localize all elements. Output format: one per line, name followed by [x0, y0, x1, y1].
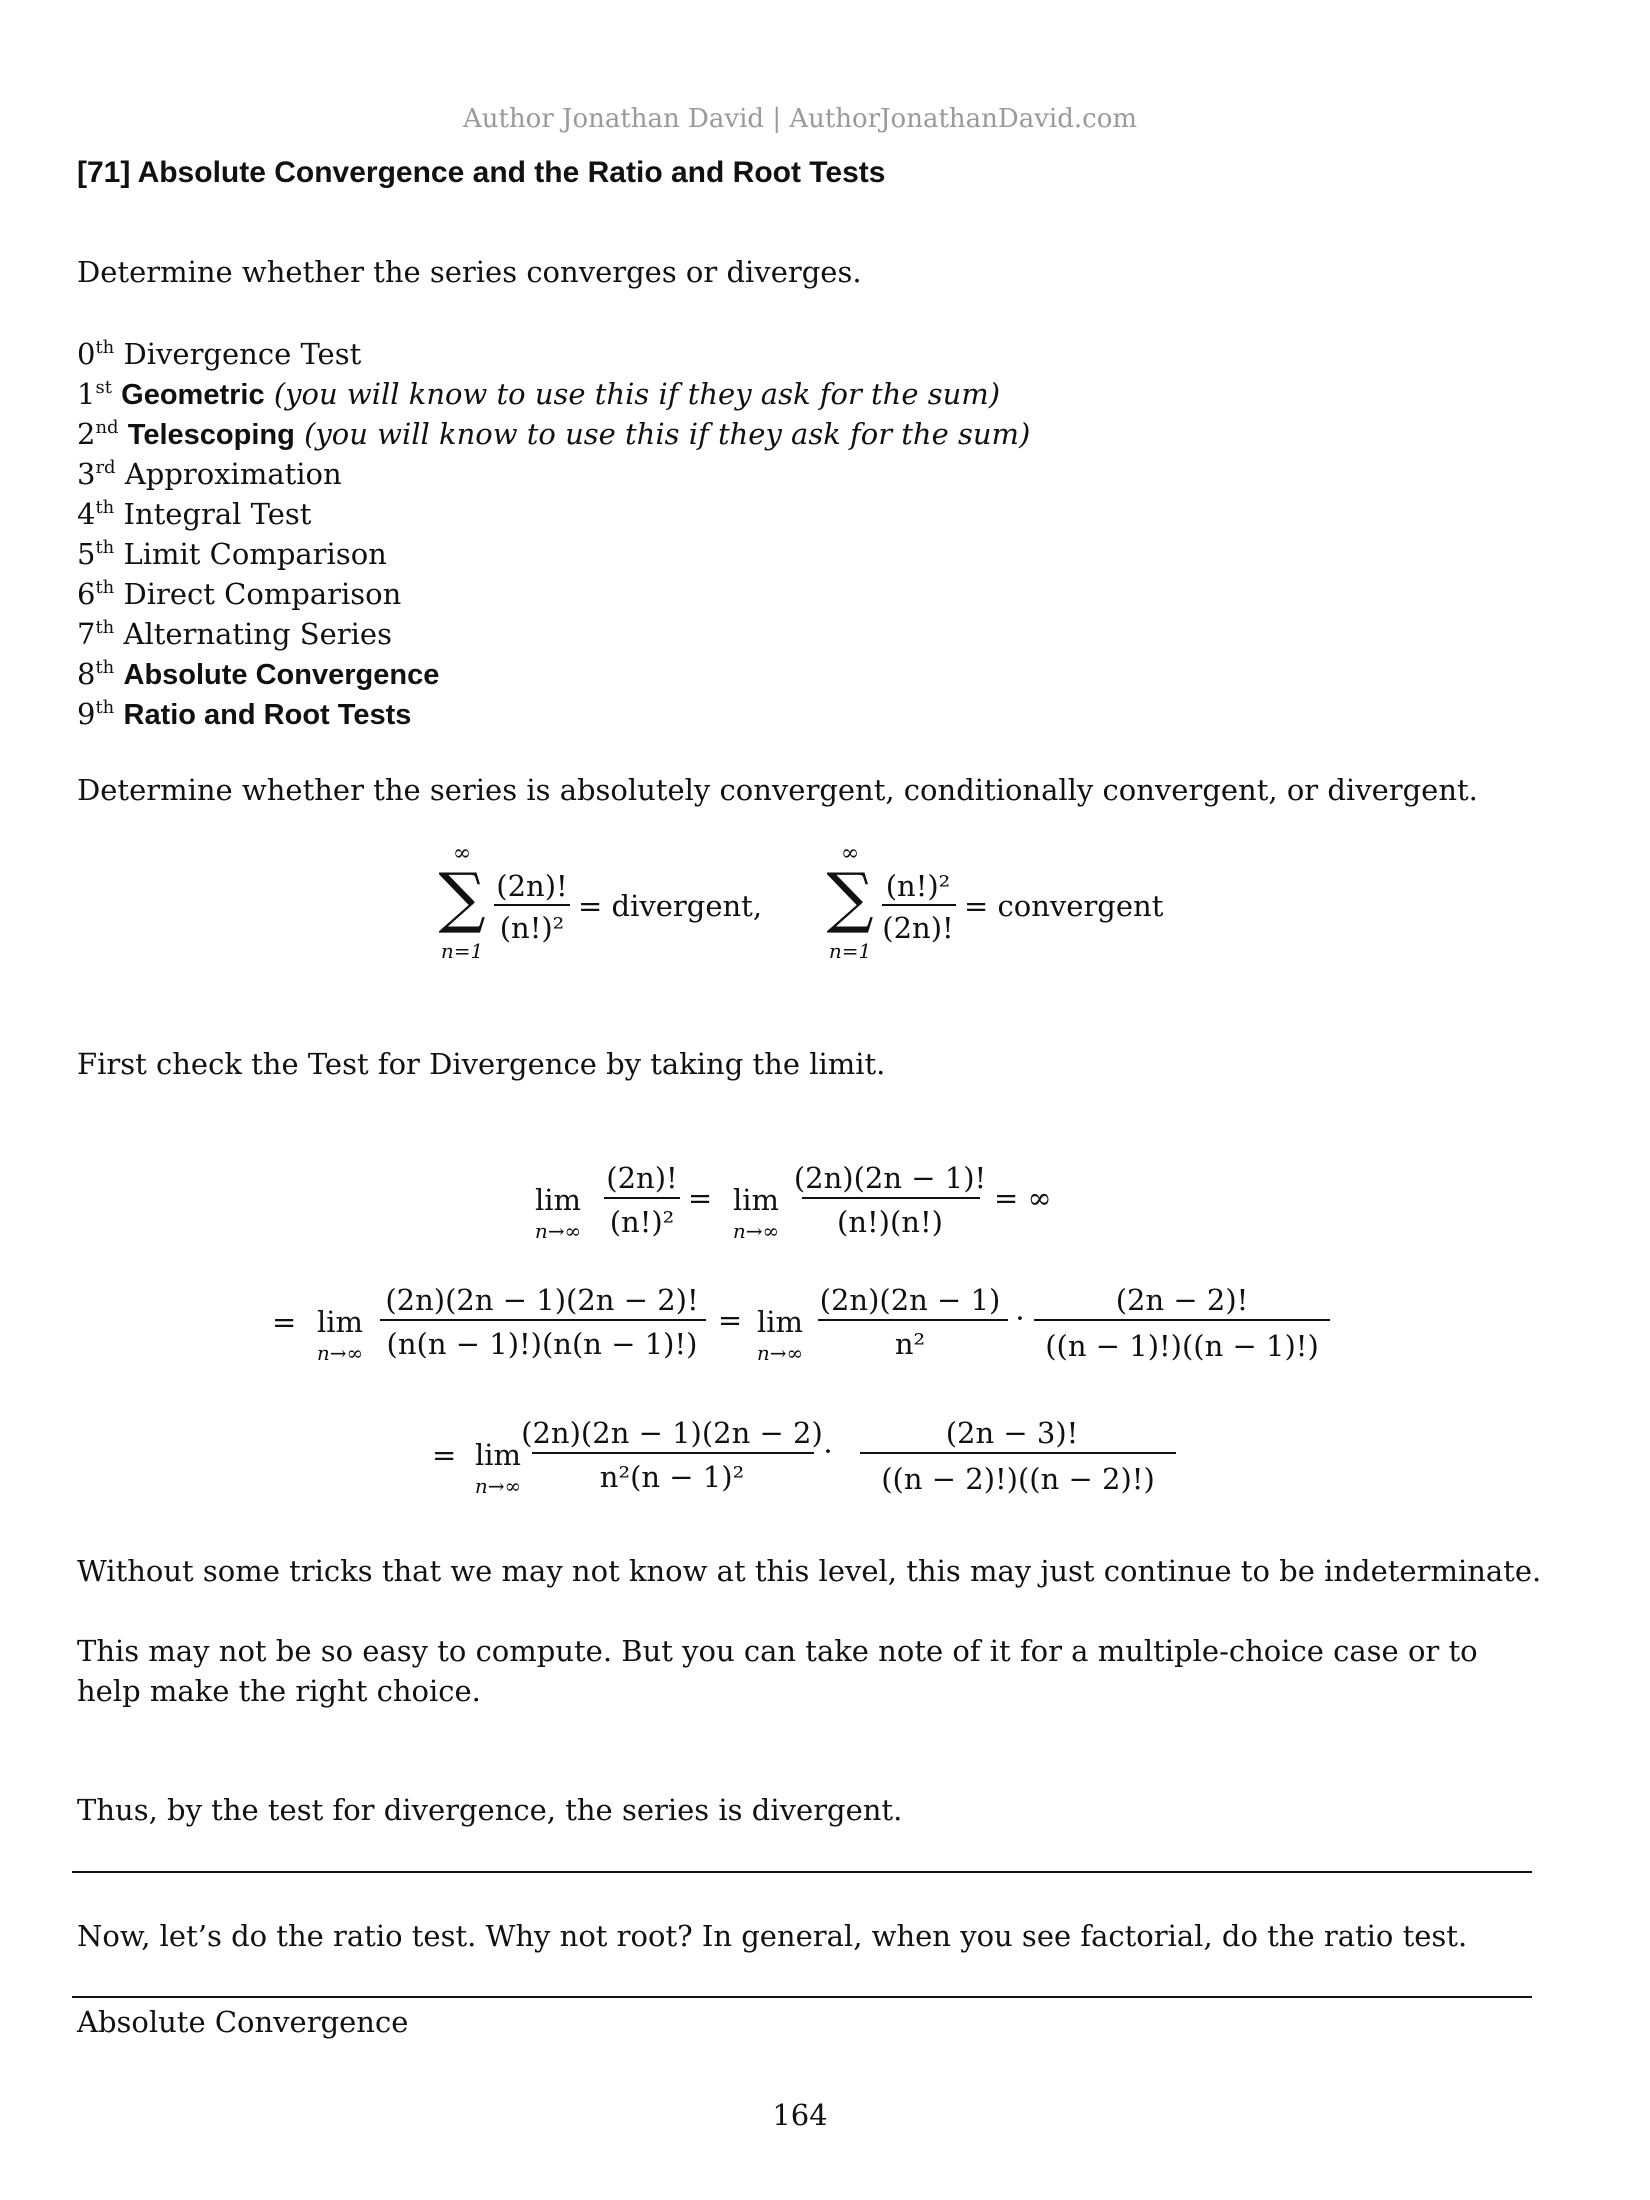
multiply-dot: ·: [1015, 1301, 1025, 1335]
ordinal-suffix: th: [95, 617, 115, 638]
l3-fraction-1-numerator: (2n)(2n − 1)(2n − 2): [521, 1416, 823, 1450]
test-list-item: [77, 574, 1030, 614]
test-number: 2: [77, 417, 96, 451]
test-number: 6: [77, 577, 96, 611]
series-2-result: = convergent: [964, 889, 1164, 923]
test-number: 8: [77, 657, 96, 691]
test-name: Integral Test: [123, 497, 312, 531]
ordinal-suffix: rd: [95, 457, 116, 478]
series-1-result: = divergent,: [578, 889, 763, 923]
horizontal-rule: [72, 1996, 1532, 1998]
l1-fraction-1-denominator: (n!)²: [609, 1205, 675, 1239]
test-order-list: [77, 334, 1030, 734]
ordinal-suffix: th: [95, 577, 115, 598]
l1-fraction-2-denominator: (n!)(n!): [837, 1205, 943, 1239]
test-list-item: [77, 414, 1030, 454]
test-name: Approximation: [124, 457, 342, 491]
lim-subscript: n→∞: [732, 1219, 780, 1243]
l2-fraction-2-numerator: (2n)(2n − 1): [819, 1283, 1001, 1317]
l1-result: = ∞: [994, 1181, 1052, 1215]
lim-label: lim: [756, 1305, 804, 1339]
series-2-numerator: (n!)²: [885, 869, 951, 903]
test-list-item: [77, 614, 1030, 654]
test-number: 4: [77, 497, 96, 531]
multiply-dot: ·: [823, 1434, 833, 1468]
l2-fraction-1-denominator: (n(n − 1)!)(n(n − 1)!): [386, 1327, 698, 1361]
equals-sign: =: [272, 1305, 297, 1339]
equals-sign: =: [432, 1438, 457, 1472]
l2-fraction-2-denominator: n²: [894, 1327, 926, 1361]
ordinal-suffix: th: [95, 537, 115, 558]
absolute-convergence-heading: Absolute Convergence: [77, 2005, 409, 2039]
test-list-item: [77, 654, 1030, 694]
ordinal-suffix: th: [95, 657, 115, 678]
horizontal-rule: [72, 1871, 1532, 1873]
series-equations: [400, 840, 1300, 970]
test-name: Divergence Test: [123, 337, 362, 371]
test-name: Direct Comparison: [123, 577, 402, 611]
question-paragraph: Determine whether the series is absolutely convergent, conditionally convergent, or divergent.: [77, 773, 1478, 807]
test-name: Telescoping: [127, 419, 295, 451]
test-number: 1: [77, 377, 96, 411]
page-title: [71] Absolute Convergence and the Ratio and Root Tests: [77, 156, 886, 189]
multiple-choice-note: This may not be so easy to compute. But you can take note of it for a multiple-choice case or to help make the right choice.: [77, 1634, 1478, 1708]
test-number: 3: [77, 457, 96, 491]
intro-paragraph: Determine whether the series converges or diverges.: [77, 255, 862, 289]
limit-line-3: [420, 1405, 1220, 1515]
lim-label: lim: [474, 1438, 522, 1472]
test-list-item: [77, 494, 1030, 534]
test-number: 0: [77, 337, 96, 371]
l2-fraction-3-denominator: ((n − 1)!)((n − 1)!): [1045, 1329, 1319, 1363]
l2-fraction-3-numerator: (2n − 2)!: [1115, 1283, 1249, 1317]
lim-subscript: n→∞: [756, 1341, 804, 1365]
indeterminate-paragraph: Without some tricks that we may not know at this level, this may just continue to be indeterminate.: [77, 1554, 1542, 1588]
l1-fraction-1-numerator: (2n)!: [606, 1161, 678, 1195]
series-2-denominator: (2n)!: [882, 911, 954, 945]
ordinal-suffix: st: [95, 377, 112, 398]
test-name: Absolute Convergence: [123, 659, 440, 691]
lim-label: lim: [534, 1183, 582, 1217]
lim-subscript: n→∞: [316, 1341, 364, 1365]
equals-sign: =: [687, 1181, 713, 1215]
ordinal-suffix: th: [95, 697, 115, 718]
limit-line-1: [520, 1150, 1140, 1250]
lim-label: lim: [732, 1183, 780, 1217]
lim-subscript: n→∞: [534, 1219, 582, 1243]
test-note: (you will know to use this if they ask for the sum): [273, 377, 1001, 411]
test-name: Limit Comparison: [123, 537, 387, 571]
test-number: 5: [77, 537, 96, 571]
ordinal-suffix: th: [95, 337, 115, 358]
series-1-numerator: (2n)!: [496, 869, 568, 903]
test-list-item: [77, 334, 1030, 374]
sum-lower-limit-2: n=1: [828, 939, 872, 963]
sigma-symbol: ∑: [438, 859, 486, 936]
page-number: 164: [772, 2098, 828, 2132]
test-note: (you will know to use this if they ask for the sum): [304, 417, 1031, 451]
sum-upper-limit: ∞: [452, 841, 472, 866]
ordinal-suffix: th: [95, 497, 115, 518]
sigma-symbol-2: ∑: [826, 859, 874, 936]
series-1-denominator: (n!)²: [499, 911, 565, 945]
test-list-item: [77, 374, 1030, 414]
l3-fraction-2-denominator: ((n − 2)!)((n − 2)!): [881, 1462, 1155, 1496]
l1-fraction-2-numerator: (2n)(2n − 1)!: [793, 1161, 987, 1195]
equals-sign: =: [717, 1303, 743, 1337]
limit-line-2: [260, 1272, 1360, 1382]
test-name: Ratio and Root Tests: [123, 699, 412, 731]
ordinal-suffix: nd: [95, 417, 119, 438]
test-name: Geometric: [121, 379, 265, 411]
divergence-conclusion: Thus, by the test for divergence, the series is divergent.: [77, 1793, 903, 1827]
test-list-item: [77, 534, 1030, 574]
l3-fraction-2-numerator: (2n − 3)!: [945, 1416, 1079, 1450]
test-list-item: [77, 694, 1030, 734]
page-header: Author Jonathan David | AuthorJonathanDavid.com: [462, 104, 1138, 134]
sum-upper-limit-2: ∞: [840, 841, 860, 866]
lim-label: lim: [316, 1305, 364, 1339]
lim-subscript: n→∞: [474, 1474, 522, 1498]
test-list-item: [77, 454, 1030, 494]
test-number: 7: [77, 617, 96, 651]
ratio-test-paragraph: Now, let’s do the ratio test. Why not root? In general, when you see factorial, do the ratio test.: [77, 1919, 1468, 1953]
l2-fraction-1-numerator: (2n)(2n − 1)(2n − 2)!: [385, 1283, 699, 1317]
l3-fraction-1-denominator: n²(n − 1)²: [599, 1460, 745, 1494]
test-number: 9: [77, 697, 96, 731]
test-name: Alternating Series: [123, 617, 392, 651]
sum-lower-limit: n=1: [440, 939, 484, 963]
step-1-paragraph: First check the Test for Divergence by taking the limit.: [77, 1047, 886, 1081]
